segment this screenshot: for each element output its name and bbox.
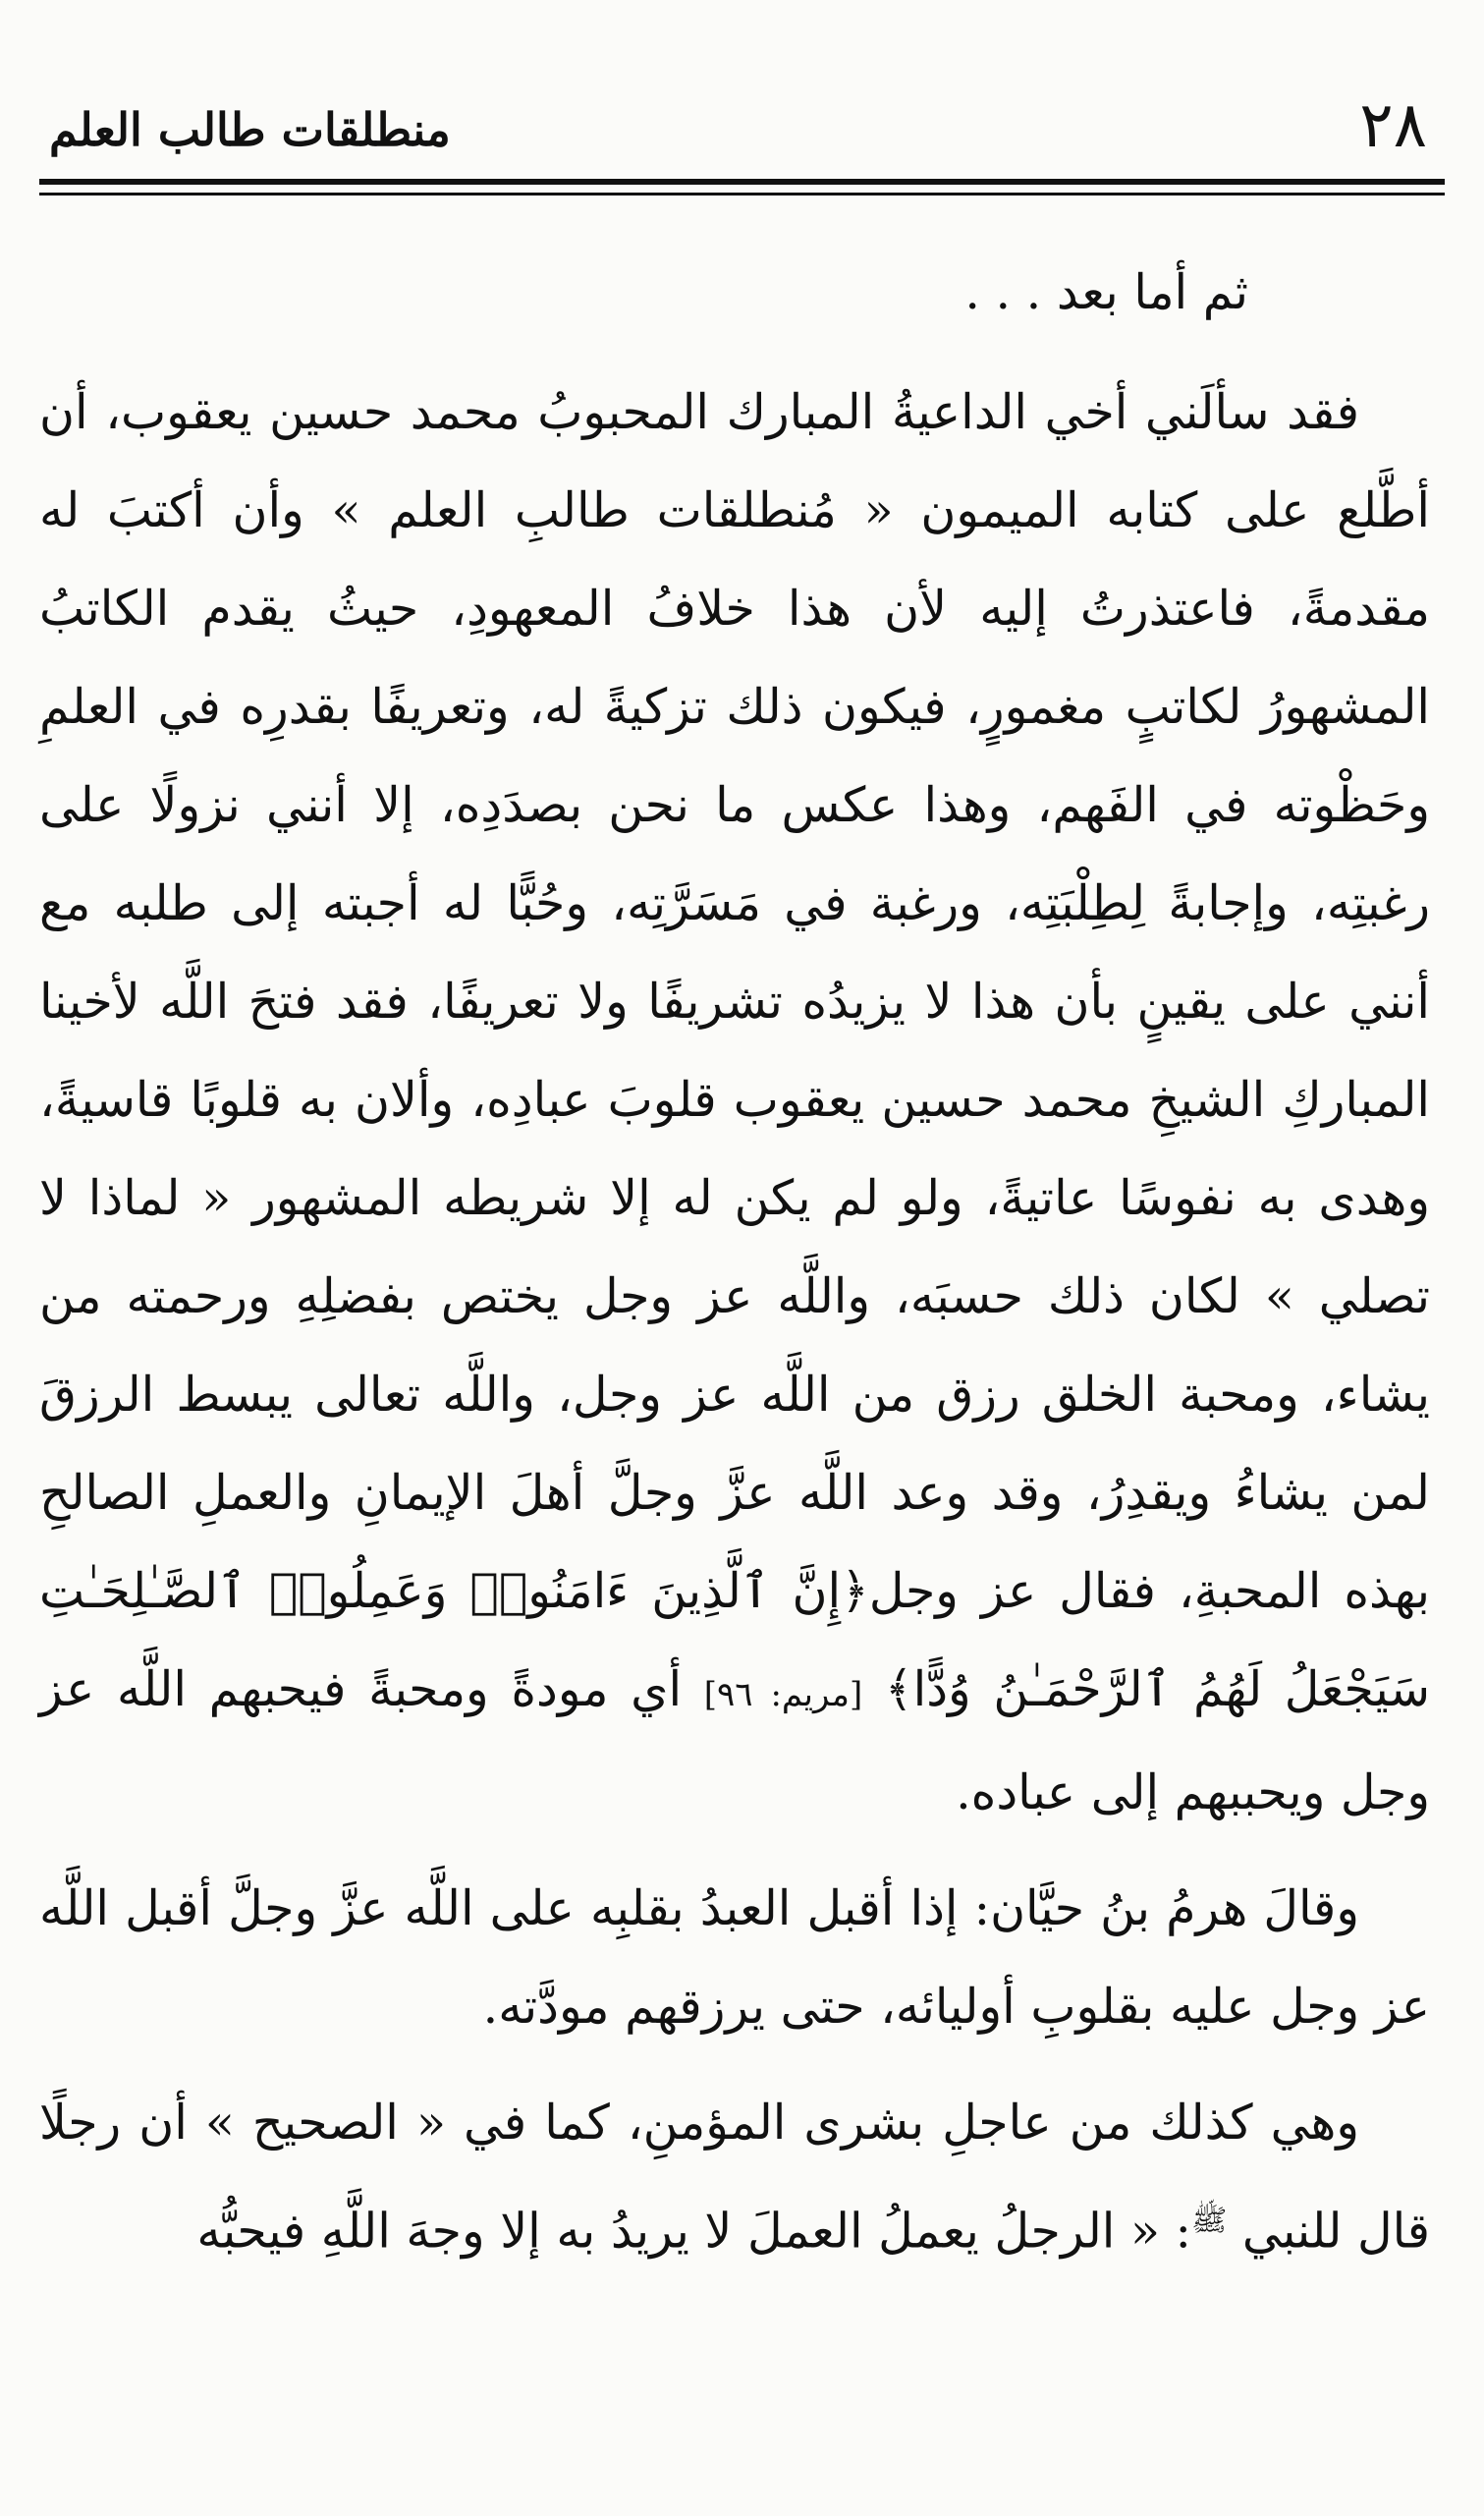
running-title: منطلقات طالب العلم (49, 103, 451, 156)
honorific-symbol: ﷺ (1191, 2204, 1228, 2238)
paragraph-1 (39, 363, 1430, 1842)
quran-verse: ﴿إِنَّ ٱلَّذِينَ ءَامَنُوا۟ وَعَمِلُوا۟ ٱلصَّـٰلِحَـٰتِ سَيَجْعَلُ لَهُمُ ٱلرَّحْمَـٰنُ وُدًّا﴾ (39, 1563, 1431, 1717)
page-number: ٢٨ (1359, 89, 1427, 162)
page-header (39, 77, 1445, 175)
verse-reference: [مريم: ٩٦] (703, 1675, 863, 1714)
paragraph-3 (39, 2074, 1430, 2280)
paragraph-3-text: وهي كذلك من عاجلِ بشرى المؤمنِ، كما في « الصحيح » أن رجلًا قال للنبي (39, 2095, 1430, 2260)
body-text (39, 244, 1430, 2280)
paragraph-1-ending: أي مودةً ومحبةً فيحبهم اللَّه عز وجل ويحببهم إلى عباده. (39, 1661, 1430, 1820)
header-rule-thin (39, 193, 1445, 196)
paragraph-2: وقالَ هرمُ بنُ حيَّان: إذا أقبل العبدُ بقلبِه على اللَّه عزَّ وجلَّ أقبل اللَّه عز وجل عليه بقلوبِ أوليائه، حتى يرزقهم مودَّته. (39, 1880, 1430, 2035)
header-rule-thick (39, 179, 1445, 185)
hadith-quote: : « الرجلُ يعملُ العملَ لا يريدُ به إلا وجهَ اللَّهِ فيحبُّه (196, 2203, 1192, 2260)
paragraph-1-text: فقد سألَني أخي الداعيةُ المبارك المحبوبُ محمد حسين يعقوب، أن أطَّلع على كتابه الميمون « مُنطلقات طالبِ العلم » وأن أكتبَ له مقدمةً، فاعتذرتُ إليه لأن هذا خلافُ المعهودِ، حيثُ يقدم الكاتبُ المشهورُ لكاتبٍ مغمورٍ، فيكون ذلك تزكيةً له، وتعريفًا بقدرِه في العلمِ وحَظْوته في الفَهم، وهذا عكس ما نحن بصدَدِه، إلا أنني نزولًا على رغبتِه، وإجابةً لِطِلْبَتِه، ورغبة في مَسَرَّتِه، وحُبًّا له أجبته إلى طلبه مع أنني على يقينٍ بأن هذا لا يزيدُه تشريفًا ولا تعريفًا، فقد فتحَ اللَّه لأخينا المباركِ الشيخِ محمد حسين يعقوب قلوبَ عبادِه، وألان به قلوبًا قاسيةً، وهدى به نفوسًا عاتيةً، ولو لم يكن له إلا شريطه المشهور « لماذا لا تصلي » لكان ذلك حسبَه، واللَّه عز وجل يختص بفضلِهِ ورحمته من يشاء، ومحبة الخلق رزق من اللَّه عز وجل، واللَّه تعالى يبسط الرزقَ لمن يشاءُ ويقدِرُ، وقد وعد اللَّه عزَّ وجلَّ أهلَ الإيمانِ والعملِ الصالحِ بهذه المحبةِ، فقال عز وجل (39, 384, 1431, 1619)
opening-line: ثم أما بعد . . . (964, 264, 1248, 320)
